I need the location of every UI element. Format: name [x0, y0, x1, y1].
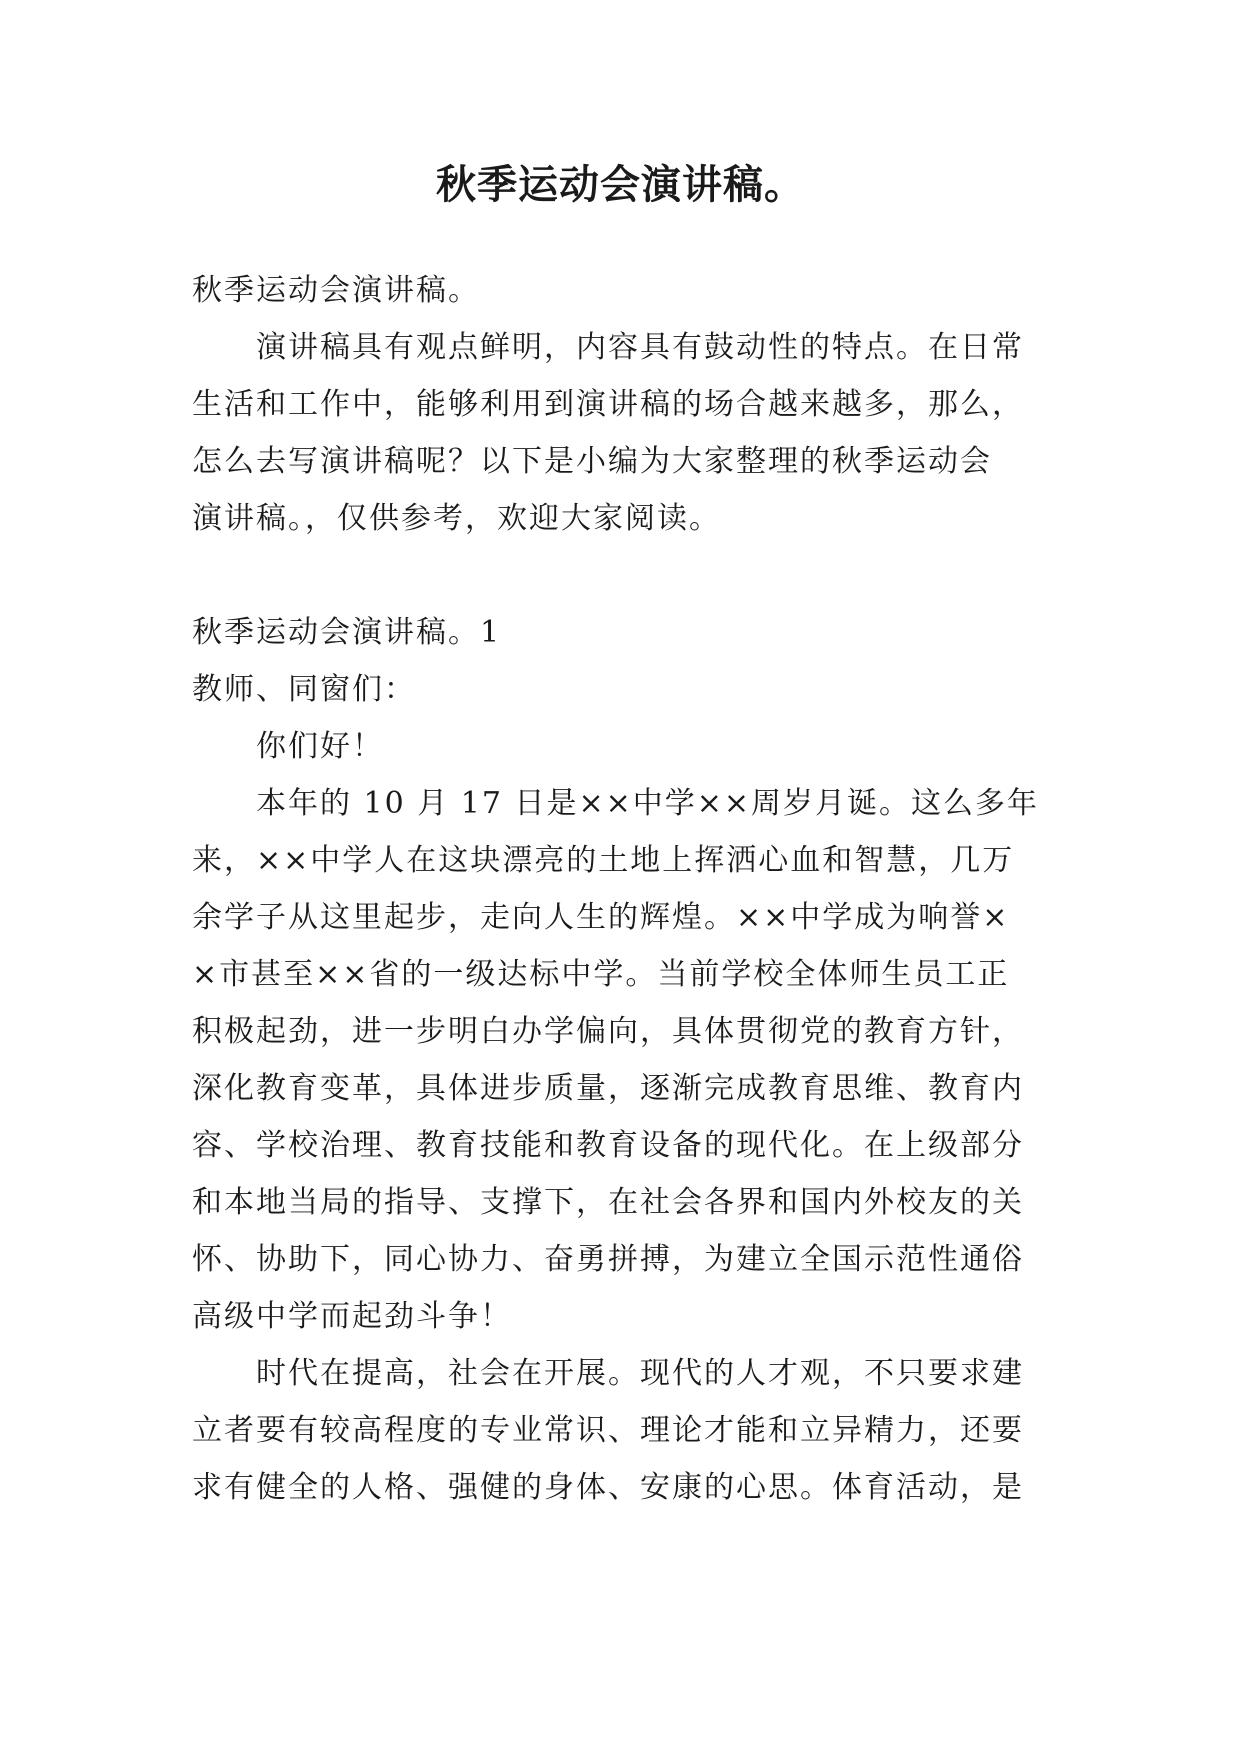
paragraph-line: 容、学校治理、教育技能和教育设备的现代化。在上级部分 — [192, 1128, 1024, 1163]
paragraph-line: 来，××中学人在这块漂亮的土地上挥洒心血和智慧，几万 — [192, 843, 1015, 878]
paragraph-line: 余学子从这里起步，走向人生的辉煌。××中学成为响誉× — [192, 900, 1010, 935]
paragraph-line: 怀、协助下，同心协力、奋勇拼搏，为建立全国示范性通俗 — [192, 1242, 1024, 1277]
intro-heading: 秋季运动会演讲稿。 — [192, 273, 480, 308]
salutation: 教师、同窗们： — [192, 672, 416, 707]
paragraph-line: 积极起劲，进一步明白办学偏向，具体贯彻党的教育方针， — [192, 1014, 1024, 1049]
body-paragraph-2 — [192, 1345, 1052, 1516]
paragraph-line: 演讲稿。，仅供参考，欢迎大家阅读。 — [192, 501, 721, 536]
paragraph-line: 怎么去写演讲稿呢？以下是小编为大家整理的秋季运动会 — [192, 444, 992, 479]
paragraph-line: 生活和工作中，能够利用到演讲稿的场合越来越多，那么， — [192, 387, 1024, 422]
paragraph-line: ×市甚至××省的一级达标中学。当前学校全体师生员工正 — [192, 957, 1010, 992]
document-body — [192, 262, 1052, 1516]
document-title: 秋季运动会演讲稿。 — [436, 161, 805, 208]
paragraph-line: 演讲稿具有观点鲜明，内容具有鼓动性的特点。在日常 — [256, 330, 1024, 365]
paragraph-line: 和本地当局的指导、支撑下，在社会各界和国内外校友的关 — [192, 1185, 1024, 1220]
intro-paragraph — [192, 319, 1052, 547]
paragraph-line: 高级中学而起劲斗争！ — [192, 1299, 512, 1334]
paragraph-line: 深化教育变革，具体进步质量，逐渐完成教育思维、教育内 — [192, 1071, 1024, 1106]
body-paragraph-1 — [192, 775, 1052, 1345]
paragraph-line: 求有健全的人格、强健的身体、安康的心思。体育活动，是 — [192, 1470, 1024, 1505]
blank-line — [192, 547, 1052, 604]
paragraph-line: 时代在提高，社会在开展。现代的人才观，不只要求建 — [256, 1356, 1024, 1391]
section-heading: 秋季运动会演讲稿。1 — [192, 615, 502, 650]
paragraph-line: 本年的 10 月 17 日是××中学××周岁月诞。这么多年 — [256, 786, 1040, 821]
greeting: 你们好！ — [256, 729, 384, 764]
paragraph-line: 立者要有较高程度的专业常识、理论才能和立异精力，还要 — [192, 1413, 1024, 1448]
